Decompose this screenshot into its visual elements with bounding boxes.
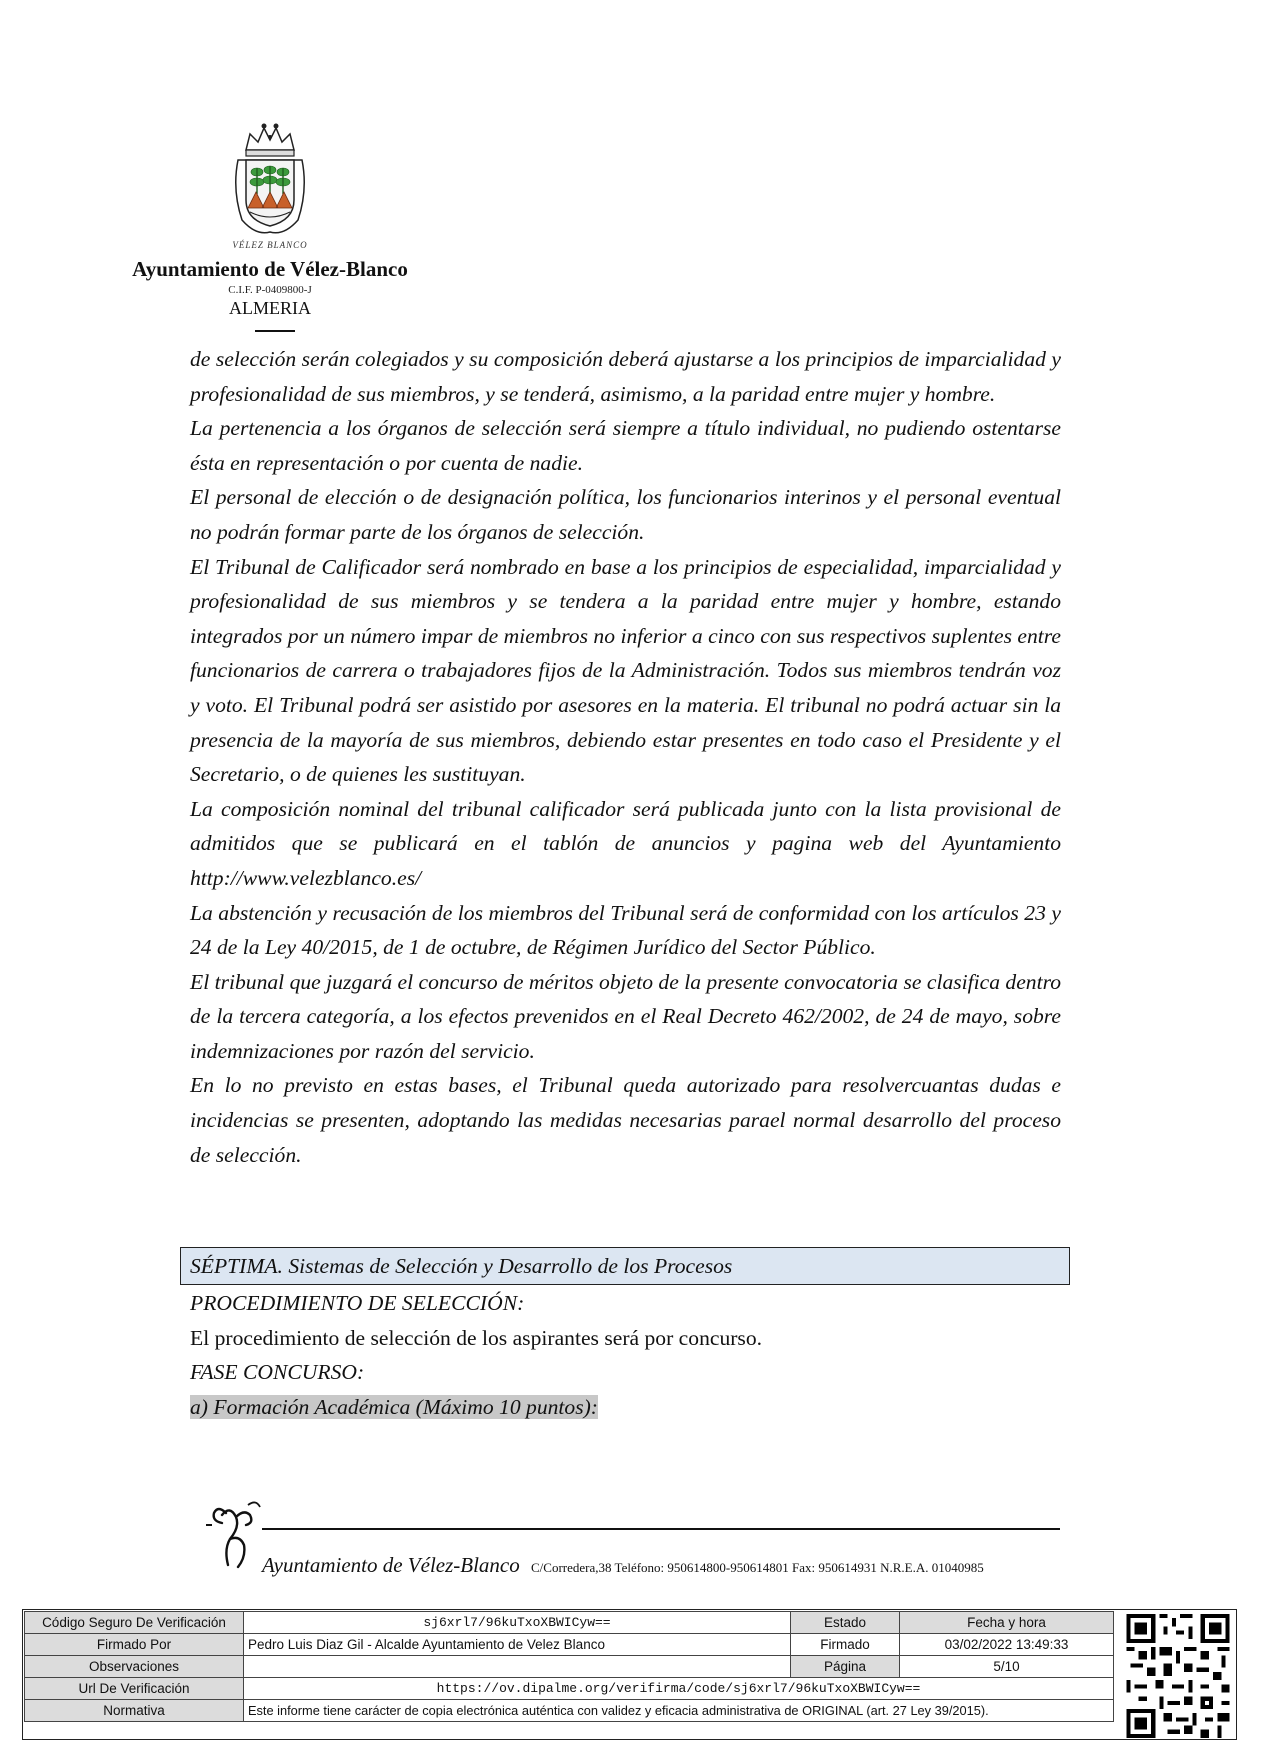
table-row (25, 1634, 1114, 1656)
footer-contact-line (262, 1553, 984, 1578)
footer-contact: C/Corredera,38 Teléfono: 950614800-950614801 Fax: 950614931 N.R.E.A. 01040985 (531, 1560, 984, 1575)
table-row (25, 1678, 1114, 1700)
document-body (190, 342, 1061, 1172)
crest-caption: VÉLEZ BLANCO (232, 240, 308, 250)
label-code: Código Seguro De Verificación (25, 1612, 244, 1634)
body-paragraph: El personal de elección o de designación política, los funcionarios interinos y el personal eventual no podrán formar parte de los órganos de selección. (190, 485, 1061, 544)
municipal-crest-logo (230, 120, 310, 238)
signed-by-value: Pedro Luis Diaz Gil - Alcalde Ayuntamiento de Velez Blanco (244, 1634, 791, 1656)
label-status: Estado (791, 1612, 900, 1634)
verification-code: sj6xrl7/96kuTxoXBWICyw== (244, 1612, 791, 1634)
qr-code-icon[interactable] (1126, 1614, 1230, 1738)
status-value: Firmado (791, 1634, 900, 1656)
footer-divider (262, 1528, 1060, 1530)
label-regulation: Normativa (25, 1700, 244, 1722)
observations-value (244, 1656, 791, 1678)
organization-city: ALMERIA (229, 298, 311, 318)
table-row (25, 1612, 1114, 1634)
section-heading: SÉPTIMA. Sistemas de Selección y Desarrollo de los Procesos (190, 1254, 733, 1278)
procedure-text: El procedimiento de selección de los aspirantes será por concurso. (190, 1325, 763, 1350)
label-datetime: Fecha y hora (900, 1612, 1114, 1634)
label-observations: Observaciones (25, 1656, 244, 1678)
body-paragraph: La composición nominal del tribunal calificador será publicada junto con la lista provisional de admitidos que se publicará en el tablón de anuncios y pagina web del Ayuntamiento http://www.velezblanco.es/ (190, 796, 1061, 890)
organization-cif: C.I.F. P-0409800-J (228, 284, 312, 296)
body-paragraph: En lo no previsto en estas bases, el Tribunal queda autorizado para resolvercuantas dudas e incidencias se presenten, adoptando las medidas necesarias parael normal desarrollo del proceso de selección. (190, 1073, 1061, 1167)
verification-url-link[interactable]: https://ov.dipalme.org/verifirma/code/sj6xrl7/96kuTxoXBWICyw== (244, 1678, 1114, 1700)
organization-name: Ayuntamiento de Vélez-Blanco (132, 257, 408, 281)
selection-procedure (190, 1286, 1061, 1424)
body-paragraph: La abstención y recusación de los miembros del Tribunal será de conformidad con los artículos 23 y 24 de la Ley 40/2015, de 1 de octubre, de Régimen Jurídico del Sector Público. (190, 900, 1061, 960)
page-value: 5/10 (900, 1656, 1114, 1678)
procedure-heading: PROCEDIMIENTO DE SELECCIÓN: (190, 1291, 525, 1315)
signature-emblem (200, 1495, 266, 1573)
phase-item-highlighted: a) Formación Académica (Máximo 10 puntos): (190, 1394, 598, 1419)
body-paragraph: La pertenencia a los órganos de selección será siempre a título individual, no pudiendo ostentarse ésta en representación o por cuenta de nadie. (190, 416, 1061, 475)
phase-heading: FASE CONCURSO: (190, 1360, 365, 1384)
body-paragraph: de selección serán colegiados y su composición deberá ajustarse a los principios de imparcialidad y profesionalidad de sus miembros, y se tenderá, asimismo, a la paridad entre mujer y hombre. (190, 347, 1061, 406)
body-paragraph: El Tribunal de Calificador será nombrado en base a los principios de especialidad, imparcialidad y profesionalidad de sus miembros y se tendera a la paridad entre mujer y hombre, estando integrados por un número impar de miembros no inferior a cinco con sus respectivos suplentes entre funcionarios de carrera o trabajadores fijos de la Administración. Todos sus miembros tendrán voz y voto. El Tribunal podrá ser asistido por asesores en la materia. El tribunal no podrá actuar sin la presencia de la mayoría de sus miembros, debiendo estar presentes en todo caso el Presidente y el Secretario, o de quienes les sustituyan. (190, 554, 1061, 787)
header-divider (255, 330, 295, 332)
regulation-value: Este informe tiene carácter de copia electrónica auténtica con validez y eficacia administrativa de ORIGINAL (art. 27 Ley 39/2015). (244, 1700, 1114, 1722)
label-signed-by: Firmado Por (25, 1634, 244, 1656)
footer-org-name: Ayuntamiento de Vélez-Blanco (262, 1553, 520, 1577)
table-row (25, 1656, 1114, 1678)
verification-table (24, 1611, 1114, 1722)
label-page: Página (791, 1656, 900, 1678)
label-url: Url De Verificación (25, 1678, 244, 1700)
datetime-value: 03/02/2022 13:49:33 (900, 1634, 1114, 1656)
body-paragraph: El tribunal que juzgará el concurso de méritos objeto de la presente convocatoria se clasifica dentro de la tercera categoría, a los efectos prevenidos en el Real Decreto 462/2002, de 24 de mayo, sobre indemnizaciones por razón del servicio. (190, 969, 1062, 1063)
table-row (25, 1700, 1114, 1722)
